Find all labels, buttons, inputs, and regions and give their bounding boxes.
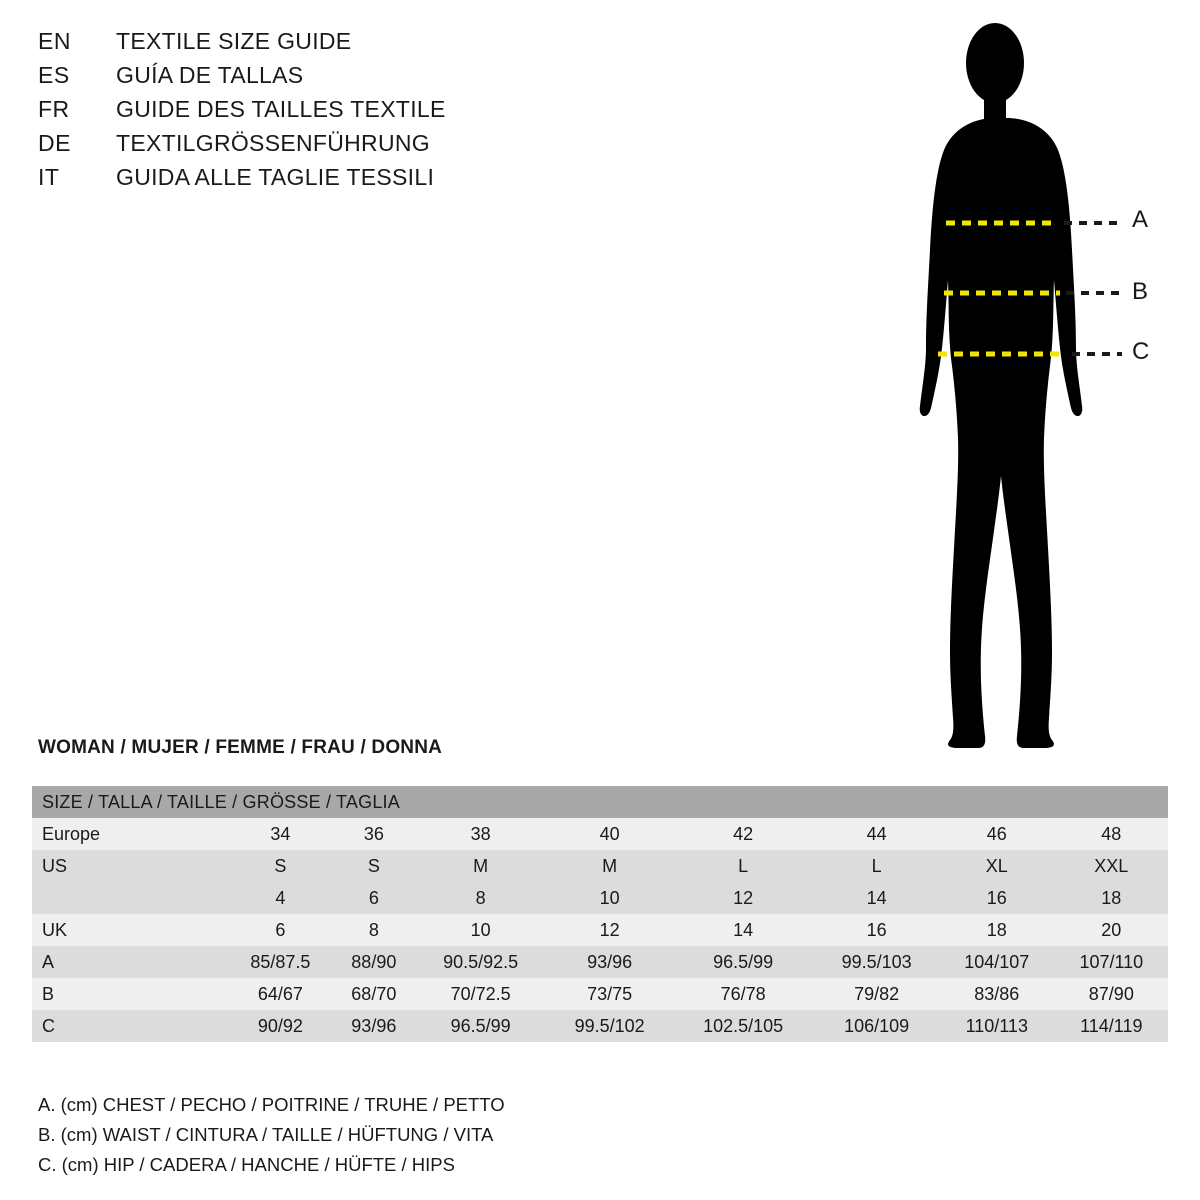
table-cell: XXL [1055,850,1168,882]
table-row [32,818,1168,850]
table-cell: 96.5/99 [414,1010,547,1042]
table-cell: 90/92 [227,1010,334,1042]
table-cell: 114/119 [1055,1010,1168,1042]
table-cell: 88/90 [334,946,414,978]
table-cell: 104/107 [939,946,1055,978]
row-label: UK [32,914,227,946]
table-cell: 34 [227,818,334,850]
table-cell: 110/113 [939,1010,1055,1042]
table-cell: M [414,850,547,882]
female-silhouette-icon [860,18,1180,748]
table-row [32,914,1168,946]
size-table [32,786,1168,1042]
table-cell: 36 [334,818,414,850]
table-cell: 102.5/105 [672,1010,814,1042]
table-cell: 4 [227,882,334,914]
table-cell: 87/90 [1055,978,1168,1010]
table-cell: 20 [1055,914,1168,946]
language-title: TEXTILE SIZE GUIDE [116,28,352,54]
language-row [38,28,658,62]
row-label: Europe [32,818,227,850]
language-title-block [38,28,658,198]
table-cell: L [672,850,814,882]
table-cell: XL [939,850,1055,882]
measure-letter-a: A [1132,206,1149,233]
language-title: GUIDA ALLE TAGLIE TESSILI [116,164,435,190]
table-row [32,850,1168,882]
row-label: A [32,946,227,978]
language-code: IT [38,164,60,190]
legend-line-waist: B. (cm) WAIST / CINTURA / TAILLE / HÜFTUNG / VITA [38,1124,494,1145]
language-code: EN [38,28,71,54]
table-cell: 106/109 [814,1010,939,1042]
table-header-label: SIZE / TALLA / TAILLE / GRÖSSE / TAGLIA [32,786,1168,818]
table-cell: 38 [414,818,547,850]
table-cell: 46 [939,818,1055,850]
table-cell: 18 [1055,882,1168,914]
language-code: FR [38,96,70,122]
language-row [38,96,658,130]
row-label [32,882,227,914]
table-cell: 12 [547,914,672,946]
language-title: GUIDE DES TAILLES TEXTILE [116,96,446,122]
table-cell: M [547,850,672,882]
table-cell: 76/78 [672,978,814,1010]
table-cell: 6 [334,882,414,914]
table-cell: 68/70 [334,978,414,1010]
table-cell: 10 [547,882,672,914]
table-cell: 90.5/92.5 [414,946,547,978]
section-title: WOMAN / MUJER / FEMME / FRAU / DONNA [38,737,443,758]
table-cell: 70/72.5 [414,978,547,1010]
table-cell: 8 [414,882,547,914]
row-label: B [32,978,227,1010]
table-cell: 83/86 [939,978,1055,1010]
table-cell: S [227,850,334,882]
table-cell: 99.5/102 [547,1010,672,1042]
table-cell: S [334,850,414,882]
table-cell: 79/82 [814,978,939,1010]
table-row [32,946,1168,978]
language-row [38,164,658,198]
measurement-legend [38,1090,838,1180]
table-cell: 107/110 [1055,946,1168,978]
table-cell: 73/75 [547,978,672,1010]
language-row [38,130,658,164]
table-cell: 64/67 [227,978,334,1010]
table-cell: 16 [939,882,1055,914]
table-cell: 96.5/99 [672,946,814,978]
table-cell: 93/96 [547,946,672,978]
table-cell: 42 [672,818,814,850]
table-cell: 14 [672,914,814,946]
row-label: US [32,850,227,882]
table-cell: 99.5/103 [814,946,939,978]
legend-line-chest: A. (cm) CHEST / PECHO / POITRINE / TRUHE / PETTO [38,1094,505,1115]
table-cell: 93/96 [334,1010,414,1042]
measure-letter-c: C [1132,338,1150,365]
table-cell: 12 [672,882,814,914]
table-cell: 10 [414,914,547,946]
language-title: GUÍA DE TALLAS [116,62,304,88]
language-code: DE [38,130,71,156]
table-cell: 40 [547,818,672,850]
legend-line-hip: C. (cm) HIP / CADERA / HANCHE / HÜFTE / HIPS [38,1154,455,1175]
table-cell: 48 [1055,818,1168,850]
measure-letter-b: B [1132,278,1149,305]
table-row [32,1010,1168,1042]
table-cell: 8 [334,914,414,946]
table-cell: 16 [814,914,939,946]
table-header-row [32,786,1168,818]
table-cell: 6 [227,914,334,946]
table-cell: 18 [939,914,1055,946]
body-figure [860,18,1180,738]
row-label: C [32,1010,227,1042]
table-row [32,882,1168,914]
language-code: ES [38,62,70,88]
language-title: TEXTILGRÖSSENFÜHRUNG [116,130,430,156]
table-cell: L [814,850,939,882]
table-row [32,978,1168,1010]
table-cell: 44 [814,818,939,850]
table-cell: 85/87.5 [227,946,334,978]
table-cell: 14 [814,882,939,914]
language-row [38,62,658,96]
